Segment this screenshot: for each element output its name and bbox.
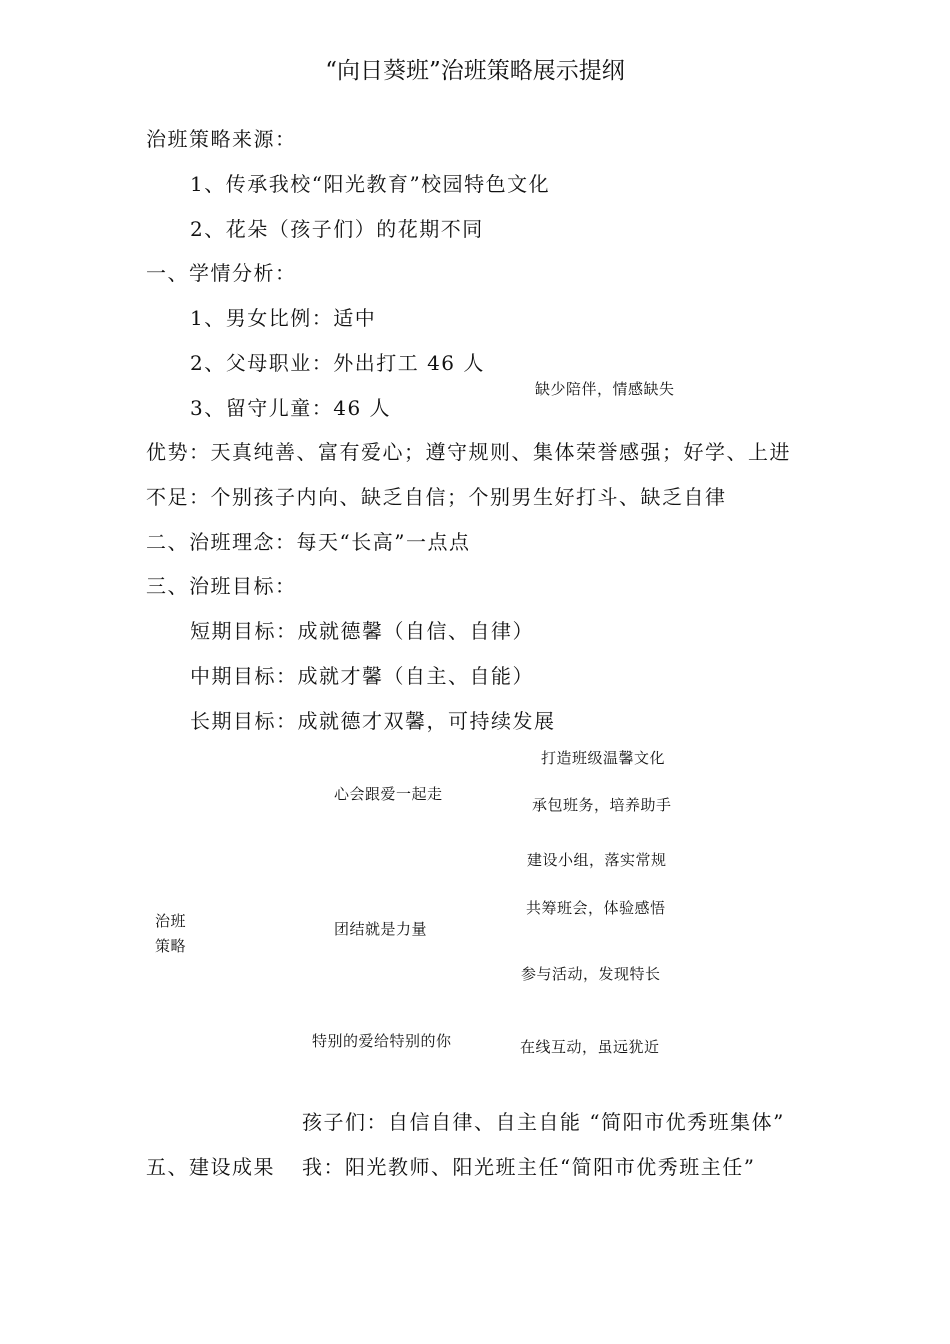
strategy-branch-2: 团结就是力量: [334, 920, 428, 938]
analysis-item-2: 2、父母职业：外出打工 46 人: [190, 351, 485, 375]
analysis-weaknesses: 不足：个别孩子内向、缺乏自信；个别男生好打斗、缺乏自律: [146, 485, 727, 509]
philosophy: 二、治班理念：每天“长高”一点点: [146, 530, 471, 554]
strategy-leaf-2: 承包班务，培养助手: [532, 796, 672, 814]
strategy-leaf-3: 建设小组，落实常规: [527, 851, 667, 869]
analysis-strengths: 优势：天真纯善、富有爱心；遵守规则、集体荣誉感强；好学、上进: [146, 440, 791, 464]
strategy-root-line-2: 策略: [155, 937, 187, 955]
analysis-item-1: 1、男女比例：适中: [190, 306, 377, 330]
strategy-leaf-6: 在线互动，虽远犹近: [520, 1038, 660, 1056]
strategy-branch-1: 心会跟爱一起走: [334, 785, 443, 803]
goal-mid-term: 中期目标：成就才馨（自主、自能）: [190, 664, 534, 688]
goal-long-term: 长期目标：成就德才双馨，可持续发展: [190, 709, 556, 733]
strategy-leaf-4: 共筹班会，体验感悟: [526, 899, 666, 917]
strategy-leaf-1: 打造班级温馨文化: [541, 749, 666, 767]
source-item-1: 1、传承我校“阳光教育”校园特色文化: [190, 172, 551, 196]
analysis-note: 缺少陪伴，情感缺失: [535, 380, 675, 398]
document-title: “向日葵班”治班策略展示提纲: [325, 58, 625, 84]
strategy-leaf-5: 参与活动，发现特长: [521, 965, 661, 983]
analysis-heading: 一、学情分析：: [146, 261, 297, 285]
source-item-2: 2、花朵（孩子们）的花期不同: [190, 217, 484, 241]
results-heading: 五、建设成果: [146, 1155, 275, 1179]
goals-heading: 三、治班目标：: [146, 574, 297, 598]
results-item-1: 孩子们：自信自律、自主自能 “简阳市优秀班集体”: [302, 1110, 785, 1134]
source-heading: 治班策略来源：: [146, 127, 297, 151]
results-item-2: 我：阳光教师、阳光班主任“简阳市优秀班主任”: [302, 1155, 756, 1179]
analysis-item-3: 3、留守儿童：46 人: [190, 396, 392, 420]
strategy-root-line-1: 治班: [155, 912, 187, 930]
goal-short-term: 短期目标：成就德馨（自信、自律）: [190, 619, 534, 643]
strategy-branch-3: 特别的爱给特别的你: [312, 1032, 452, 1050]
